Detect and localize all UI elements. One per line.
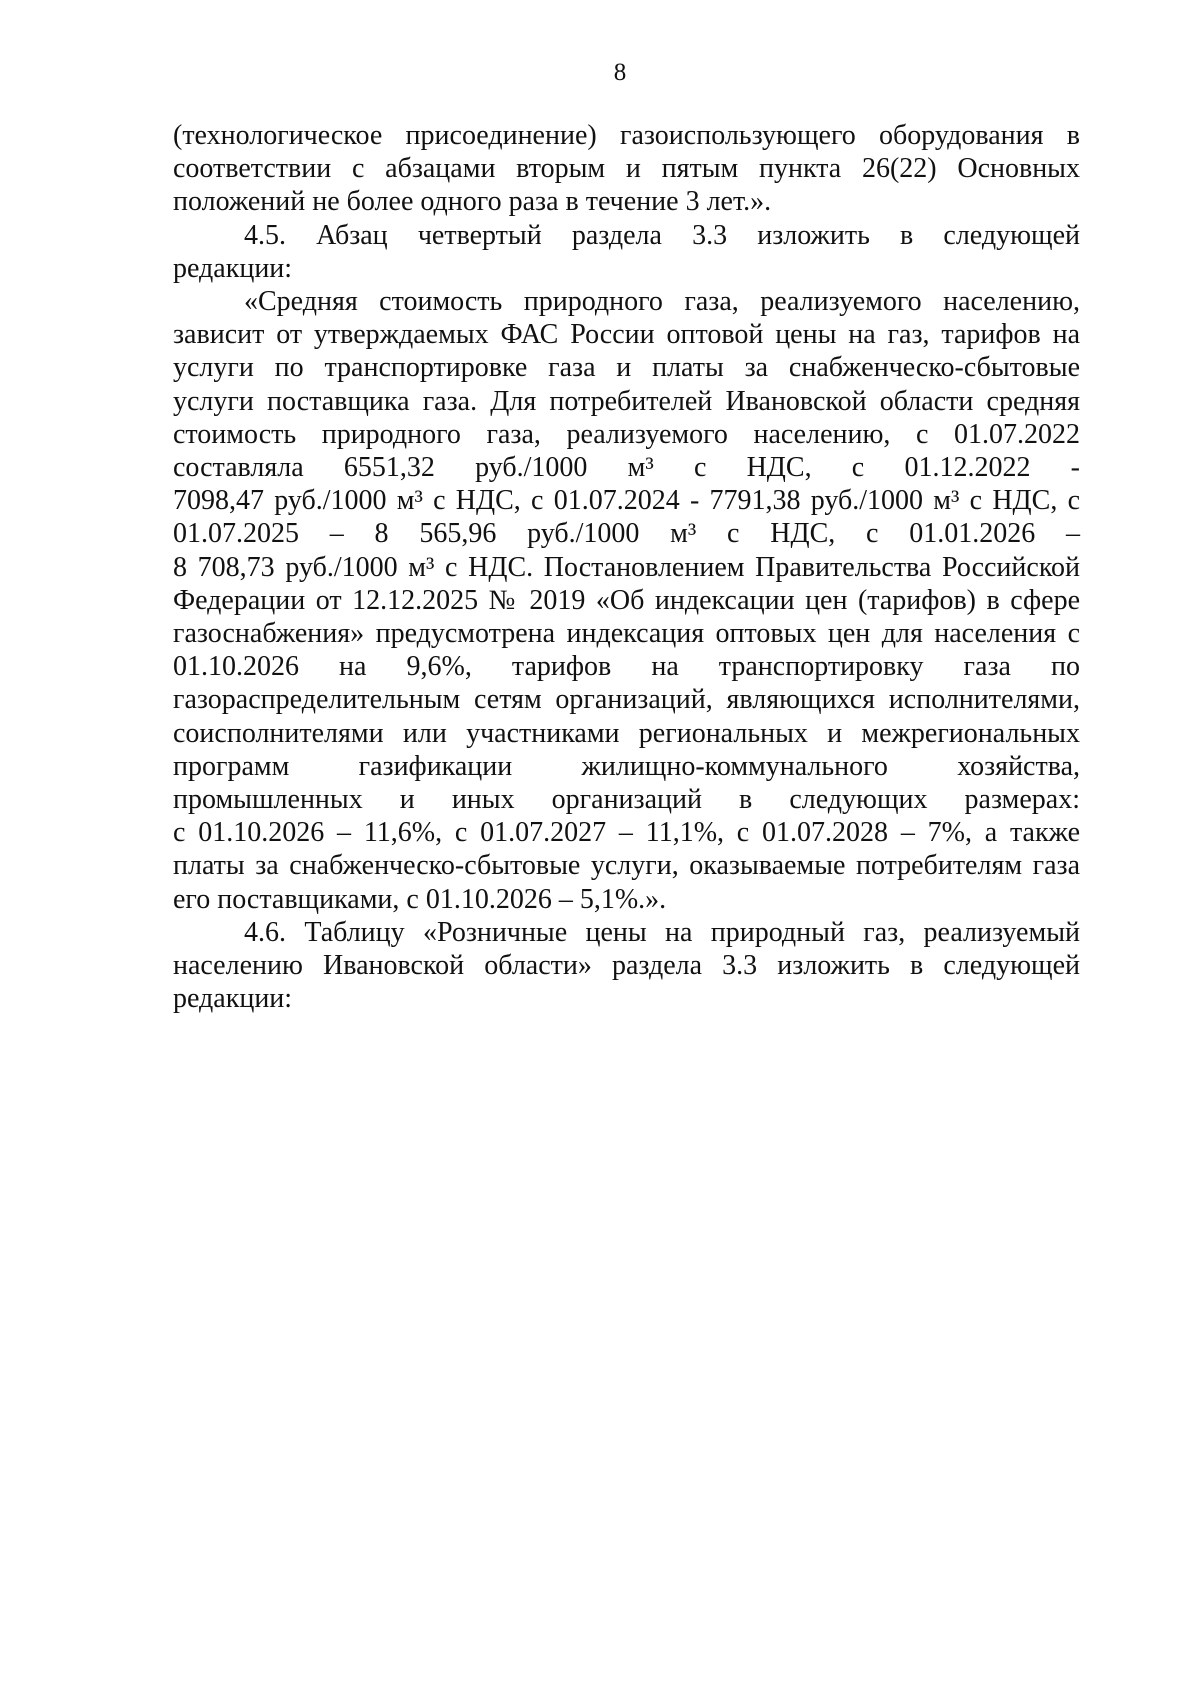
paragraph-quote-average-cost [173,285,1080,916]
text-line: (технологическое присоединение) газоиспользующего оборудования в [173,120,1080,151]
text-line: редакции: [173,252,293,284]
text-line: 01.10.2026 на 9,6%, тарифов на транспортировку газа по [173,651,1080,683]
text-line: положений не более одного раза в течение 3 лет.». [173,186,772,218]
text-line: его поставщиками, с 01.10.2026 – 5,1%.». [173,883,667,915]
text-line: соответствии с абзацами вторым и пятым пункта 26(22) Основных [173,153,1080,185]
text-line: платы за снабженческо-сбытовые услуги, оказываемые потребителям газа [173,850,1080,882]
text-line: 8 708,73 руб./1000 м³ с НДС. Постановлением Правительства Российской [173,551,1080,583]
text-line: 01.07.2025 – 8 565,96 руб./1000 м³ с НДС, с 01.01.2026 – [173,518,1080,550]
text-line: стоимость природного газа, реализуемого населению, с 01.07.2022 [173,418,1080,450]
text-line: с 01.10.2026 – 11,6%, с 01.07.2027 – 11,1%, с 01.07.2028 – 7%, а также [173,817,1080,849]
text-line: услуги поставщика газа. Для потребителей Ивановской области средняя [173,385,1080,417]
text-line: зависит от утверждаемых ФАС России оптовой цены на газ, тарифов на [173,319,1080,351]
text-line: Федерации от 12.12.2025 № 2019 «Об индексации цен (тарифов) в сфере [173,584,1080,616]
page-number: 8 [613,59,627,86]
document-body [173,119,1080,1015]
text-line: населению Ивановской области» раздела 3.3 изложить в следующей [173,950,1080,982]
paragraph-4-6 [173,916,1080,1016]
paragraph-continuation [173,119,1080,219]
text-line: 4.5. Абзац четвертый раздела 3.3 изложить в следующей [244,219,1080,251]
text-line: соисполнителями или участниками региональных и межрегиональных [173,717,1080,749]
text-line: 7098,47 руб./1000 м³ с НДС, с 01.07.2024 - 7791,38 руб./1000 м³ с НДС, с [173,485,1080,517]
text-line: газораспределительным сетям организаций, являющихся исполнителями, [173,684,1080,716]
text-line: программ газификации жилищно-коммунального хозяйства, [173,750,1080,782]
text-line: 4.6. Таблицу «Розничные цены на природный газ, реализуемый [244,916,1080,948]
text-line: услуги по транспортировке газа и платы за снабженческо-сбытовые [173,352,1080,384]
text-line: «Средняя стоимость природного газа, реализуемого населению, [244,286,1080,318]
text-line: газоснабжения» предусмотрена индексация оптовых цен для населения с [173,618,1080,650]
text-line: составляла 6551,32 руб./1000 м³ с НДС, с 01.12.2022 - [173,452,1080,484]
paragraph-4-5 [173,219,1080,285]
text-line: редакции: [173,983,293,1015]
text-line: промышленных и иных организаций в следующих размерах: [173,784,1080,816]
